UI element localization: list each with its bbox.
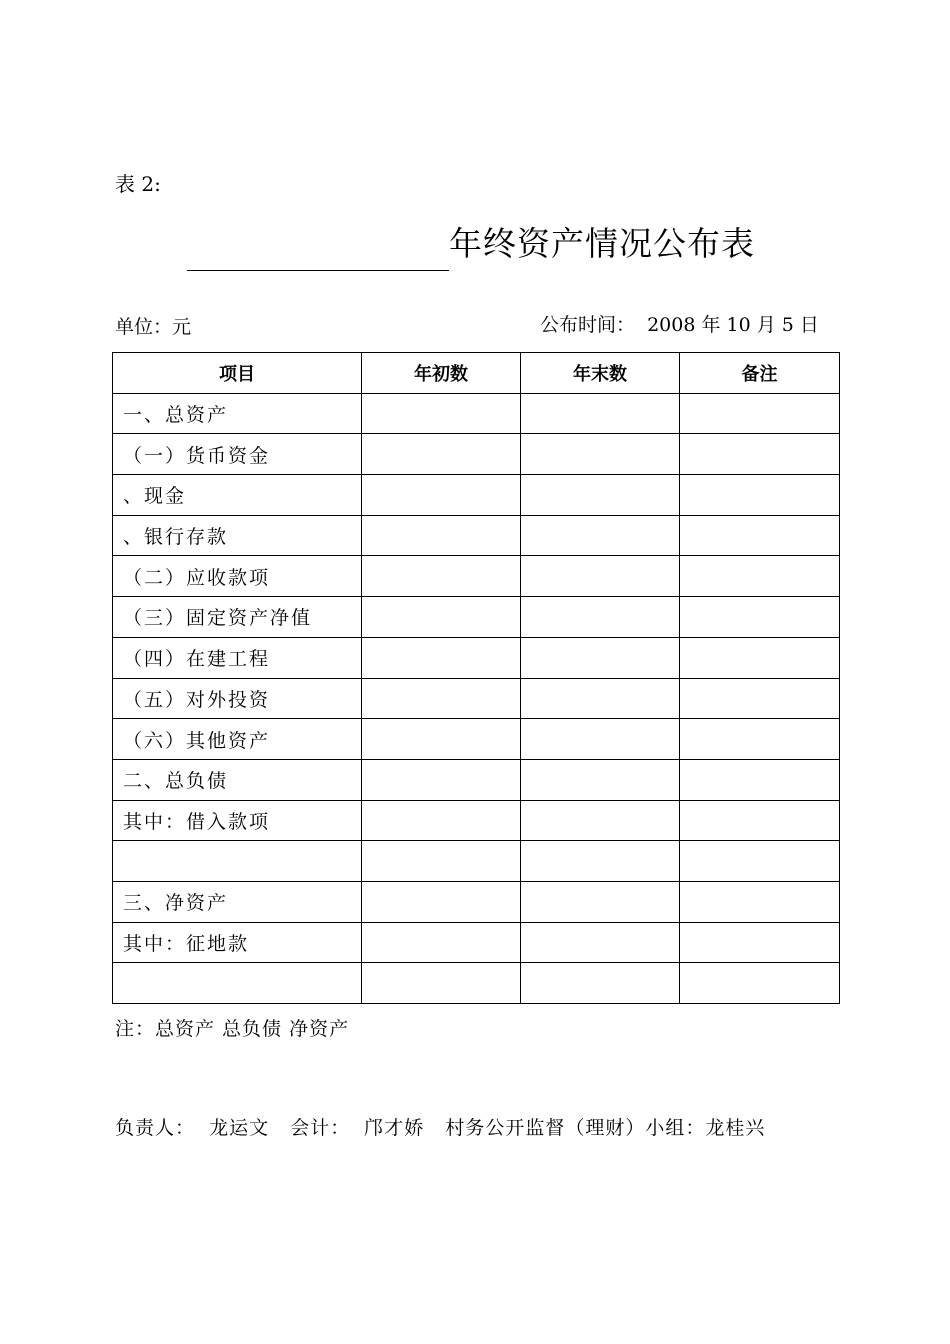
cell-remarks	[680, 841, 840, 882]
table-row	[113, 393, 840, 434]
cell-remarks	[680, 759, 840, 800]
cell-remarks	[680, 434, 840, 475]
footnote: 注：总资产 总负债 净资产	[115, 1018, 350, 1040]
cell-year-end	[521, 719, 680, 760]
signatures-line: 负责人： 龙运文 会计： 邝才娇 村务公开监督（理财）小组：龙桂兴	[115, 1117, 766, 1139]
table-row	[113, 922, 840, 963]
row-label: 其中：征地款	[113, 922, 362, 963]
row-label: 其中：借入款项	[113, 800, 362, 841]
table-row	[113, 678, 840, 719]
cell-remarks	[680, 800, 840, 841]
cell-year-end	[521, 393, 680, 434]
cell-year-start	[362, 515, 521, 556]
cell-year-end	[521, 841, 680, 882]
cell-year-start	[362, 800, 521, 841]
cell-year-start	[362, 759, 521, 800]
cell-year-end	[521, 678, 680, 719]
row-label: 三、净资产	[113, 881, 362, 922]
row-label: 、银行存款	[113, 515, 362, 556]
cell-year-start	[362, 597, 521, 638]
table-row	[113, 841, 840, 882]
row-label: （五）对外投资	[113, 678, 362, 719]
cell-remarks	[680, 515, 840, 556]
cell-year-end	[521, 434, 680, 475]
cell-remarks	[680, 719, 840, 760]
table-row	[113, 719, 840, 760]
table-row	[113, 556, 840, 597]
cell-year-start	[362, 881, 521, 922]
cell-year-end	[521, 922, 680, 963]
header-item: 项目	[113, 353, 362, 394]
table-row	[113, 759, 840, 800]
row-label: 二、总负债	[113, 759, 362, 800]
table-row	[113, 597, 840, 638]
row-label: 一、总资产	[113, 393, 362, 434]
table-label: 表 2:	[115, 172, 161, 196]
publish-time: 公布时间： 2008 年 10 月 5 日	[540, 314, 819, 336]
cell-year-end	[521, 759, 680, 800]
cell-remarks	[680, 597, 840, 638]
cell-remarks	[680, 556, 840, 597]
cell-year-end	[521, 881, 680, 922]
cell-year-start	[362, 393, 521, 434]
cell-year-end	[521, 475, 680, 516]
cell-remarks	[680, 922, 840, 963]
cell-year-start	[362, 841, 521, 882]
table-header-row	[113, 353, 840, 394]
cell-remarks	[680, 963, 840, 1004]
row-label: （四）在建工程	[113, 637, 362, 678]
table-row	[113, 963, 840, 1004]
cell-remarks	[680, 881, 840, 922]
cell-year-end	[521, 637, 680, 678]
row-label: （六）其他资产	[113, 719, 362, 760]
cell-year-start	[362, 475, 521, 516]
cell-year-start	[362, 434, 521, 475]
table-row	[113, 637, 840, 678]
cell-remarks	[680, 475, 840, 516]
table-row	[113, 881, 840, 922]
header-year-end: 年末数	[521, 353, 680, 394]
row-label: （三）固定资产净值	[113, 597, 362, 638]
cell-year-end	[521, 515, 680, 556]
table-row	[113, 515, 840, 556]
unit-label: 单位：元	[115, 316, 192, 338]
row-label	[113, 963, 362, 1004]
cell-year-end	[521, 963, 680, 1004]
cell-year-start	[362, 719, 521, 760]
cell-year-end	[521, 556, 680, 597]
row-label: 、现金	[113, 475, 362, 516]
table-row	[113, 800, 840, 841]
title-blank-underline	[187, 270, 449, 271]
row-label: （一）货币资金	[113, 434, 362, 475]
cell-year-end	[521, 800, 680, 841]
cell-remarks	[680, 678, 840, 719]
cell-year-start	[362, 637, 521, 678]
cell-year-start	[362, 678, 521, 719]
header-year-start: 年初数	[362, 353, 521, 394]
cell-year-start	[362, 922, 521, 963]
asset-table	[112, 352, 840, 1004]
table-row	[113, 434, 840, 475]
page-title: 年终资产情况公布表	[449, 224, 755, 263]
table-row	[113, 475, 840, 516]
header-remarks: 备注	[680, 353, 840, 394]
cell-year-start	[362, 556, 521, 597]
cell-year-end	[521, 597, 680, 638]
cell-year-start	[362, 963, 521, 1004]
row-label: （二）应收款项	[113, 556, 362, 597]
cell-remarks	[680, 637, 840, 678]
row-label	[113, 841, 362, 882]
cell-remarks	[680, 393, 840, 434]
